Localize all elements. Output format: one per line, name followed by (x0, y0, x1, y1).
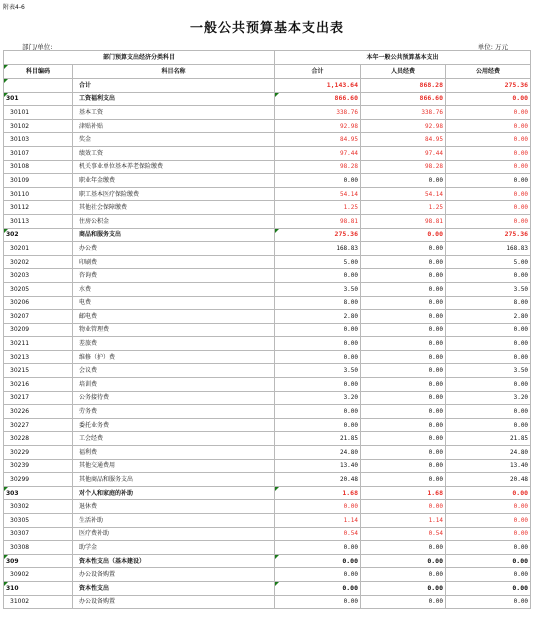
row-total: 1.25 (275, 201, 361, 215)
row-code: 30101 (4, 106, 73, 120)
row-public: 0.00 (446, 119, 531, 133)
row-name: 培训费 (73, 378, 275, 392)
row-code: 30201 (4, 242, 73, 256)
row-personnel: 0.00 (361, 473, 446, 487)
row-name: 商品和服务支出 (73, 228, 275, 242)
table-row (4, 160, 531, 174)
row-personnel: 0.00 (361, 446, 446, 460)
table-row (4, 106, 531, 120)
row-personnel: 0.00 (361, 378, 446, 392)
row-public: 0.00 (446, 486, 531, 500)
table-row (4, 500, 531, 514)
row-total: 3.50 (275, 282, 361, 296)
table-row (4, 187, 531, 201)
row-code: 30229 (4, 446, 73, 460)
row-personnel: 0.00 (361, 323, 446, 337)
row-public: 20.48 (446, 473, 531, 487)
table-row (4, 405, 531, 419)
table-row (4, 323, 531, 337)
row-total: 1.14 (275, 514, 361, 528)
department-label: 部门/单位: (22, 43, 53, 51)
header-total: 合计 (275, 65, 361, 79)
row-personnel: 1.25 (361, 201, 446, 215)
table-row (4, 296, 531, 310)
unit-label: 单位: 万元 (477, 43, 508, 51)
row-public: 0.00 (446, 350, 531, 364)
row-code: 30216 (4, 378, 73, 392)
row-personnel: 868.28 (361, 79, 446, 93)
row-code: 301 (4, 92, 73, 106)
table-row (4, 337, 531, 351)
table-row (4, 350, 531, 364)
row-name: 退休费 (73, 500, 275, 514)
row-name: 物业管理费 (73, 323, 275, 337)
row-total: 0.00 (275, 595, 361, 609)
row-code: 31002 (4, 595, 73, 609)
row-public: 0.00 (446, 160, 531, 174)
row-personnel: 0.00 (361, 568, 446, 582)
row-public: 0.00 (446, 92, 531, 106)
row-public: 0.00 (446, 514, 531, 528)
table-row (4, 514, 531, 528)
row-public: 0.00 (446, 527, 531, 541)
category-row (4, 486, 531, 500)
header-personnel: 人员经费 (361, 65, 446, 79)
row-total: 98.81 (275, 214, 361, 228)
table-row (4, 146, 531, 160)
row-total: 0.00 (275, 350, 361, 364)
row-public: 275.36 (446, 79, 531, 93)
row-name: 其他社会保障缴费 (73, 201, 275, 215)
row-public: 0.00 (446, 418, 531, 432)
row-name: 基本工资 (73, 106, 275, 120)
row-total: 866.60 (275, 92, 361, 106)
table-row (4, 201, 531, 215)
row-code: 30203 (4, 269, 73, 283)
row-public: 0.00 (446, 146, 531, 160)
row-name: 水费 (73, 282, 275, 296)
row-public: 0.00 (446, 174, 531, 188)
row-personnel: 0.00 (361, 310, 446, 324)
header-row-columns (4, 65, 531, 79)
row-total: 338.76 (275, 106, 361, 120)
table-row (4, 432, 531, 446)
row-total: 275.36 (275, 228, 361, 242)
row-public: 0.00 (446, 581, 531, 595)
row-code: 30302 (4, 500, 73, 514)
row-total: 0.00 (275, 269, 361, 283)
row-personnel: 0.00 (361, 174, 446, 188)
table-row (4, 214, 531, 228)
table-row (4, 269, 531, 283)
row-total: 3.50 (275, 364, 361, 378)
header-basic-expenditure: 本年一般公共预算基本支出 (275, 51, 531, 65)
row-code: 30239 (4, 459, 73, 473)
row-code: 30109 (4, 174, 73, 188)
row-name: 福利费 (73, 446, 275, 460)
row-personnel: 0.00 (361, 432, 446, 446)
category-row (4, 554, 531, 568)
row-name: 医疗费补助 (73, 527, 275, 541)
row-total: 8.00 (275, 296, 361, 310)
row-personnel: 0.00 (361, 405, 446, 419)
row-public: 0.00 (446, 106, 531, 120)
row-total: 21.85 (275, 432, 361, 446)
row-code: 30113 (4, 214, 73, 228)
row-total: 1,143.64 (275, 79, 361, 93)
row-personnel: 97.44 (361, 146, 446, 160)
row-public: 0.00 (446, 269, 531, 283)
row-code: 30202 (4, 255, 73, 269)
row-name: 职工基本医疗保险缴费 (73, 187, 275, 201)
table-row (4, 459, 531, 473)
row-public: 2.80 (446, 310, 531, 324)
row-personnel: 98.81 (361, 214, 446, 228)
row-total: 0.00 (275, 378, 361, 392)
row-personnel: 0.00 (361, 581, 446, 595)
row-code: 30207 (4, 310, 73, 324)
row-code: 30112 (4, 201, 73, 215)
row-total: 0.54 (275, 527, 361, 541)
row-code: 30110 (4, 187, 73, 201)
table-row (4, 473, 531, 487)
row-name: 办公设备购置 (73, 595, 275, 609)
row-name: 其他商品和服务支出 (73, 473, 275, 487)
row-public: 24.80 (446, 446, 531, 460)
row-total: 0.00 (275, 174, 361, 188)
row-code: 309 (4, 554, 73, 568)
row-name: 津贴补贴 (73, 119, 275, 133)
table-row (4, 446, 531, 460)
row-public: 8.00 (446, 296, 531, 310)
row-total: 97.44 (275, 146, 361, 160)
row-code: 30213 (4, 350, 73, 364)
row-code: 30211 (4, 337, 73, 351)
row-code: 30307 (4, 527, 73, 541)
row-code (4, 79, 73, 93)
row-personnel: 0.00 (361, 337, 446, 351)
table-row (4, 378, 531, 392)
row-name: 劳务费 (73, 405, 275, 419)
table-row (4, 527, 531, 541)
row-public: 0.00 (446, 568, 531, 582)
row-name: 委托业务费 (73, 418, 275, 432)
row-personnel: 0.00 (361, 418, 446, 432)
row-public: 3.20 (446, 391, 531, 405)
row-public: 3.50 (446, 282, 531, 296)
row-name: 对个人和家庭的补助 (73, 486, 275, 500)
row-code: 310 (4, 581, 73, 595)
table-row (4, 119, 531, 133)
row-code: 30217 (4, 391, 73, 405)
row-public: 0.00 (446, 405, 531, 419)
row-name: 合计 (73, 79, 275, 93)
row-name: 邮电费 (73, 310, 275, 324)
header-economic-category: 部门预算支出经济分类科目 (4, 51, 275, 65)
table-row (4, 391, 531, 405)
row-name: 生活补助 (73, 514, 275, 528)
row-public: 0.00 (446, 541, 531, 555)
row-public: 0.00 (446, 187, 531, 201)
row-name: 助学金 (73, 541, 275, 555)
row-code: 30108 (4, 160, 73, 174)
row-personnel: 0.54 (361, 527, 446, 541)
row-code: 30215 (4, 364, 73, 378)
row-personnel: 0.00 (361, 296, 446, 310)
header-name: 科目名称 (73, 65, 275, 79)
row-code: 30205 (4, 282, 73, 296)
row-personnel: 0.00 (361, 500, 446, 514)
row-name: 办公设备购置 (73, 568, 275, 582)
row-public: 0.00 (446, 214, 531, 228)
row-public: 3.50 (446, 364, 531, 378)
row-personnel: 0.00 (361, 595, 446, 609)
header-row-group (4, 51, 531, 65)
table-row (4, 282, 531, 296)
row-personnel: 338.76 (361, 106, 446, 120)
table-row (4, 133, 531, 147)
row-code: 30102 (4, 119, 73, 133)
row-public: 21.85 (446, 432, 531, 446)
row-name: 印刷费 (73, 255, 275, 269)
header-code: 科目编码 (4, 65, 73, 79)
row-code: 30107 (4, 146, 73, 160)
total-row (4, 79, 531, 93)
category-row (4, 581, 531, 595)
row-total: 168.83 (275, 242, 361, 256)
row-total: 0.00 (275, 554, 361, 568)
row-public: 0.00 (446, 133, 531, 147)
row-personnel: 0.00 (361, 269, 446, 283)
row-total: 0.00 (275, 581, 361, 595)
budget-table (3, 50, 531, 609)
row-name: 住房公积金 (73, 214, 275, 228)
table-row (4, 568, 531, 582)
row-code: 30228 (4, 432, 73, 446)
row-personnel: 92.98 (361, 119, 446, 133)
row-public: 0.00 (446, 595, 531, 609)
row-total: 0.00 (275, 405, 361, 419)
row-total: 20.48 (275, 473, 361, 487)
row-personnel: 0.00 (361, 242, 446, 256)
category-row (4, 228, 531, 242)
row-code: 30227 (4, 418, 73, 432)
row-public: 0.00 (446, 337, 531, 351)
row-code: 30902 (4, 568, 73, 582)
row-total: 0.00 (275, 337, 361, 351)
page-title: 一般公共预算基本支出表 (189, 21, 344, 36)
row-public: 5.00 (446, 255, 531, 269)
table-row (4, 174, 531, 188)
row-code: 302 (4, 228, 73, 242)
table-row (4, 541, 531, 555)
row-total: 0.00 (275, 500, 361, 514)
category-row (4, 92, 531, 106)
table-row (4, 418, 531, 432)
row-total: 84.95 (275, 133, 361, 147)
row-code: 30308 (4, 541, 73, 555)
row-public: 275.36 (446, 228, 531, 242)
table-row (4, 364, 531, 378)
row-name: 咨询费 (73, 269, 275, 283)
row-total: 5.00 (275, 255, 361, 269)
row-name: 差旅费 (73, 337, 275, 351)
row-name: 职业年金缴费 (73, 174, 275, 188)
row-public: 0.00 (446, 201, 531, 215)
row-personnel: 0.00 (361, 554, 446, 568)
row-name: 会议费 (73, 364, 275, 378)
row-name: 工资福利支出 (73, 92, 275, 106)
row-public: 0.00 (446, 554, 531, 568)
row-personnel: 0.00 (361, 228, 446, 242)
row-code: 30226 (4, 405, 73, 419)
row-code: 303 (4, 486, 73, 500)
row-personnel: 0.00 (361, 255, 446, 269)
row-public: 13.40 (446, 459, 531, 473)
table-row (4, 595, 531, 609)
annex-label: 附表4-6 (3, 4, 25, 11)
row-total: 54.14 (275, 187, 361, 201)
row-name: 资本性支出 (73, 581, 275, 595)
row-personnel: 1.14 (361, 514, 446, 528)
row-personnel: 0.00 (361, 282, 446, 296)
row-public: 0.00 (446, 323, 531, 337)
row-personnel: 0.00 (361, 541, 446, 555)
row-personnel: 0.00 (361, 364, 446, 378)
row-code: 30103 (4, 133, 73, 147)
row-personnel: 1.68 (361, 486, 446, 500)
row-name: 维修（护）费 (73, 350, 275, 364)
row-total: 2.80 (275, 310, 361, 324)
row-public: 0.00 (446, 500, 531, 514)
row-personnel: 54.14 (361, 187, 446, 201)
row-name: 电费 (73, 296, 275, 310)
row-personnel: 0.00 (361, 459, 446, 473)
header-public: 公用经费 (446, 65, 531, 79)
row-total: 92.98 (275, 119, 361, 133)
row-personnel: 0.00 (361, 350, 446, 364)
row-total: 1.68 (275, 486, 361, 500)
row-total: 98.28 (275, 160, 361, 174)
row-name: 办公费 (73, 242, 275, 256)
row-name: 公务接待费 (73, 391, 275, 405)
row-name: 奖金 (73, 133, 275, 147)
row-total: 13.40 (275, 459, 361, 473)
row-personnel: 84.95 (361, 133, 446, 147)
row-total: 0.00 (275, 323, 361, 337)
row-name: 资本性支出（基本建设） (73, 554, 275, 568)
row-personnel: 98.28 (361, 160, 446, 174)
row-name: 机关事业单位基本养老保险缴费 (73, 160, 275, 174)
row-code: 30209 (4, 323, 73, 337)
row-personnel: 0.00 (361, 391, 446, 405)
row-name: 工会经费 (73, 432, 275, 446)
row-name: 其他交通费用 (73, 459, 275, 473)
row-personnel: 866.60 (361, 92, 446, 106)
row-code: 30206 (4, 296, 73, 310)
row-total: 0.00 (275, 418, 361, 432)
table-row (4, 242, 531, 256)
row-public: 168.83 (446, 242, 531, 256)
row-total: 0.00 (275, 568, 361, 582)
row-total: 0.00 (275, 541, 361, 555)
table-row (4, 255, 531, 269)
table-row (4, 310, 531, 324)
row-total: 3.20 (275, 391, 361, 405)
row-code: 30299 (4, 473, 73, 487)
row-name: 绩效工资 (73, 146, 275, 160)
row-total: 24.80 (275, 446, 361, 460)
row-code: 30305 (4, 514, 73, 528)
row-public: 0.00 (446, 378, 531, 392)
